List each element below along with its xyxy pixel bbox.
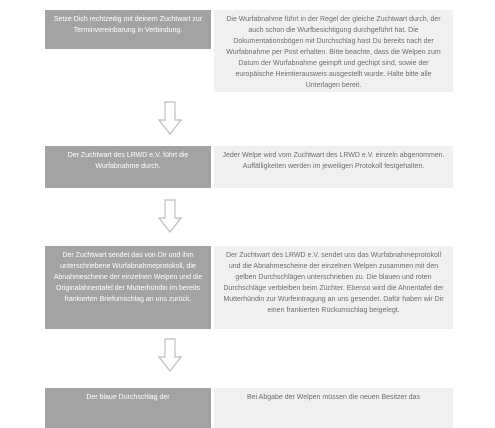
step-2-action: Der Zuchtwart des LRWD e.V. führt die Wurfabnahme durch.: [45, 146, 211, 188]
down-arrow-icon: [158, 338, 182, 368]
down-arrow-icon: [158, 101, 182, 131]
down-arrow-icon: [158, 199, 182, 229]
step-1-description: Die Wurfabnahme führt in der Regel der gleiche Zuchtwart durch, der auch schon die Wurfbesichtigung durchgeführt hat. Die Dokumentationsbögen mit Durchschlag hast Du bereits nach der Wurfabnahme per Post erhalten. Bitte beachte, dass die Welpen zum Datum der Wurfabnahme geimpft und gechipt sind, sowie der europäische Heimtierausweis ausgestellt wurde. Halte bitte alle Unterlagen bereit.: [214, 10, 453, 92]
step-1-action: Setze Dich rechtzeitig mit deinem Zuchtwart zur Terminvereinbarung in Verbindung.: [45, 10, 211, 49]
step-3-description: Der Zuchtwart des LRWD e.V. sendet uns das Wurfabnahmeprotokoll und die Abnahmescheine der einzelnen Welpen zusammen mit den gelben Durchschlägen unterschrieben zu. Die blauen und roten Durchschläge verbleiben beim Züchter. Ebenso wird die Ahnentafel der Mutterhündin zur Wurfeintragung an uns gesendet. Dafür haben wir Dir einen frankierten Rückumschlag beigelegt.: [214, 246, 453, 329]
step-3-action: Der Zuchtwart sendet das von Dir und ihm unterschriebene Wurfabnahmeprotokoll, die Abnahmescheine der einzelnen Welpen und die Originalahnentafel der Mutterhündin im bereits frankierten Briefumschlag an uns zurück.: [45, 246, 211, 329]
step-2-description: Jeder Welpe wird vom Zuchtwart des LRWD e.V. einzeln abgenommen. Auffälligkeiten werden im jeweiligen Protokoll festgehalten.: [214, 146, 453, 188]
step-4-action: Der blaue Durchschlag der: [45, 388, 211, 428]
step-4-description: Bei Abgabe der Welpen müssen die neuen Besitzer das: [214, 388, 453, 428]
